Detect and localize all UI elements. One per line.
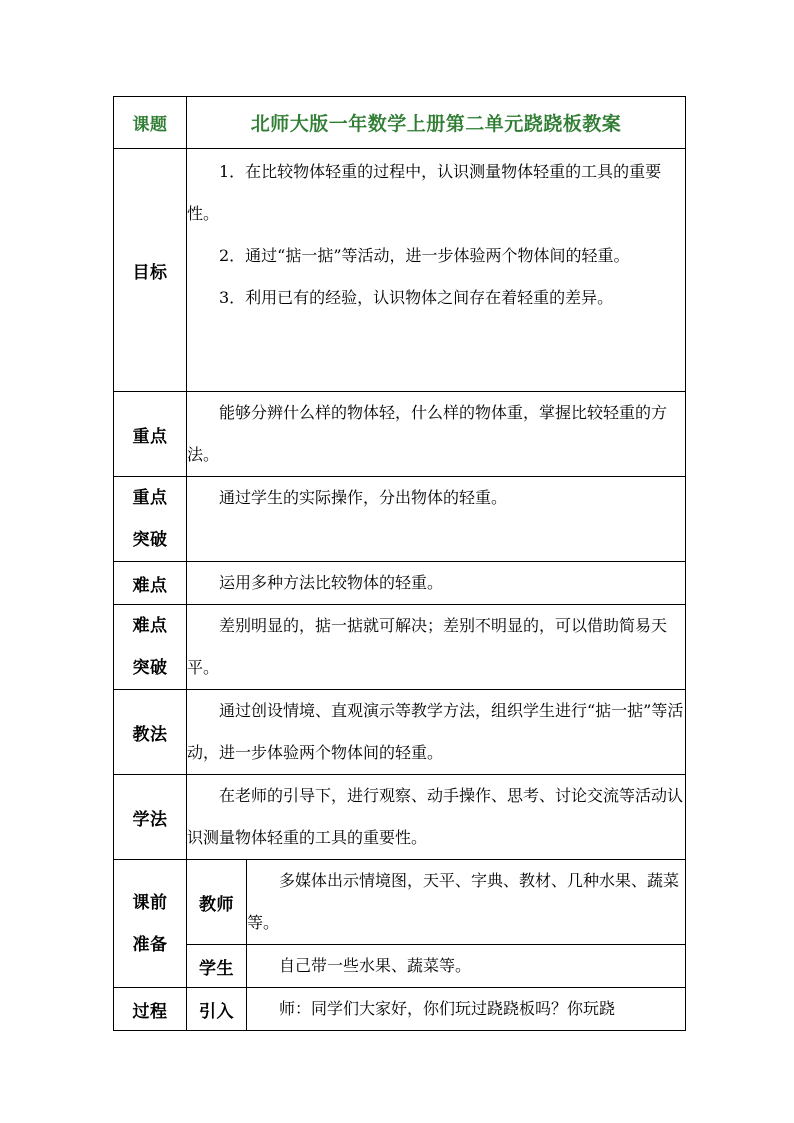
teacher-prep-content xyxy=(247,860,686,945)
row-process xyxy=(114,988,686,1031)
student-prep-content xyxy=(247,945,686,988)
student-label: 学生 xyxy=(187,945,247,988)
row-learning-method xyxy=(114,775,686,860)
key-breakthrough-text: 通过学生的实际操作，分出物体的轻重。 xyxy=(219,488,508,507)
difficulty-breakthrough-label: 难点 突破 xyxy=(114,605,187,690)
key-point-content xyxy=(187,392,686,477)
row-title xyxy=(114,97,686,149)
row-teaching-method xyxy=(114,690,686,775)
goals-content xyxy=(187,149,686,392)
row-difficulty xyxy=(114,562,686,605)
difficulty-breakthrough-content xyxy=(187,605,686,690)
learning-method-content xyxy=(187,775,686,860)
student-prep-text: 自己带一些水果、蔬菜等。 xyxy=(279,956,472,975)
intro-label: 引入 xyxy=(187,988,247,1031)
goal-item: 3．利用已有的经验，认识物体之间存在着轻重的差异。 xyxy=(219,288,614,307)
key-breakthrough-label: 重点 突破 xyxy=(114,477,187,562)
row-difficulty-breakthrough xyxy=(114,605,686,690)
row-key-breakthrough xyxy=(114,477,686,562)
teacher-label: 教师 xyxy=(187,860,247,945)
row-goals xyxy=(114,149,686,392)
teacher-prep-text: 多媒体出示情境图，天平、字典、教材、几种水果、蔬菜等。 xyxy=(247,871,680,932)
key-point-text: 能够分辨什么样的物体轻，什么样的物体重，掌握比较轻重的方法。 xyxy=(187,403,668,464)
key-point-label: 重点 xyxy=(114,392,187,477)
process-label: 过程 xyxy=(114,988,187,1031)
difficulty-text: 运用多种方法比较物体的轻重。 xyxy=(219,573,444,592)
key-breakthrough-content xyxy=(187,477,686,562)
difficulty-content xyxy=(187,562,686,605)
row-prep-student xyxy=(114,945,686,988)
learning-method-label: 学法 xyxy=(114,775,187,860)
learning-method-text: 在老师的引导下，进行观察、动手操作、思考、讨论交流等活动认识测量物体轻重的工具的重要性。 xyxy=(187,786,684,847)
teaching-method-text: 通过创设情境、直观演示等教学方法，组织学生进行“掂一掂”等活动，进一步体验两个物体间的轻重。 xyxy=(187,701,684,762)
difficulty-breakthrough-text: 差别明显的，掂一掂就可解决；差别不明显的，可以借助简易天平。 xyxy=(187,616,668,677)
row-key-point xyxy=(114,392,686,477)
intro-content xyxy=(247,988,686,1031)
goal-item: 2．通过“掂一掂”等活动，进一步体验两个物体间的轻重。 xyxy=(219,246,630,265)
goal-item: 1．在比较物体轻重的过程中，认识测量物体轻重的工具的重要性。 xyxy=(187,162,662,223)
teaching-method-content xyxy=(187,690,686,775)
goals-label: 目标 xyxy=(114,149,187,392)
lesson-title: 北师大版一年数学上册第二单元跷跷板教案 xyxy=(187,97,686,149)
preparation-label: 课前 准备 xyxy=(114,860,187,988)
row-prep-teacher xyxy=(114,860,686,945)
title-label: 课题 xyxy=(114,97,187,149)
lesson-plan-table xyxy=(113,96,686,1031)
difficulty-label: 难点 xyxy=(114,562,187,605)
intro-text: 师：同学们大家好，你们玩过跷跷板吗？你玩跷 xyxy=(279,999,616,1018)
teaching-method-label: 教法 xyxy=(114,690,187,775)
